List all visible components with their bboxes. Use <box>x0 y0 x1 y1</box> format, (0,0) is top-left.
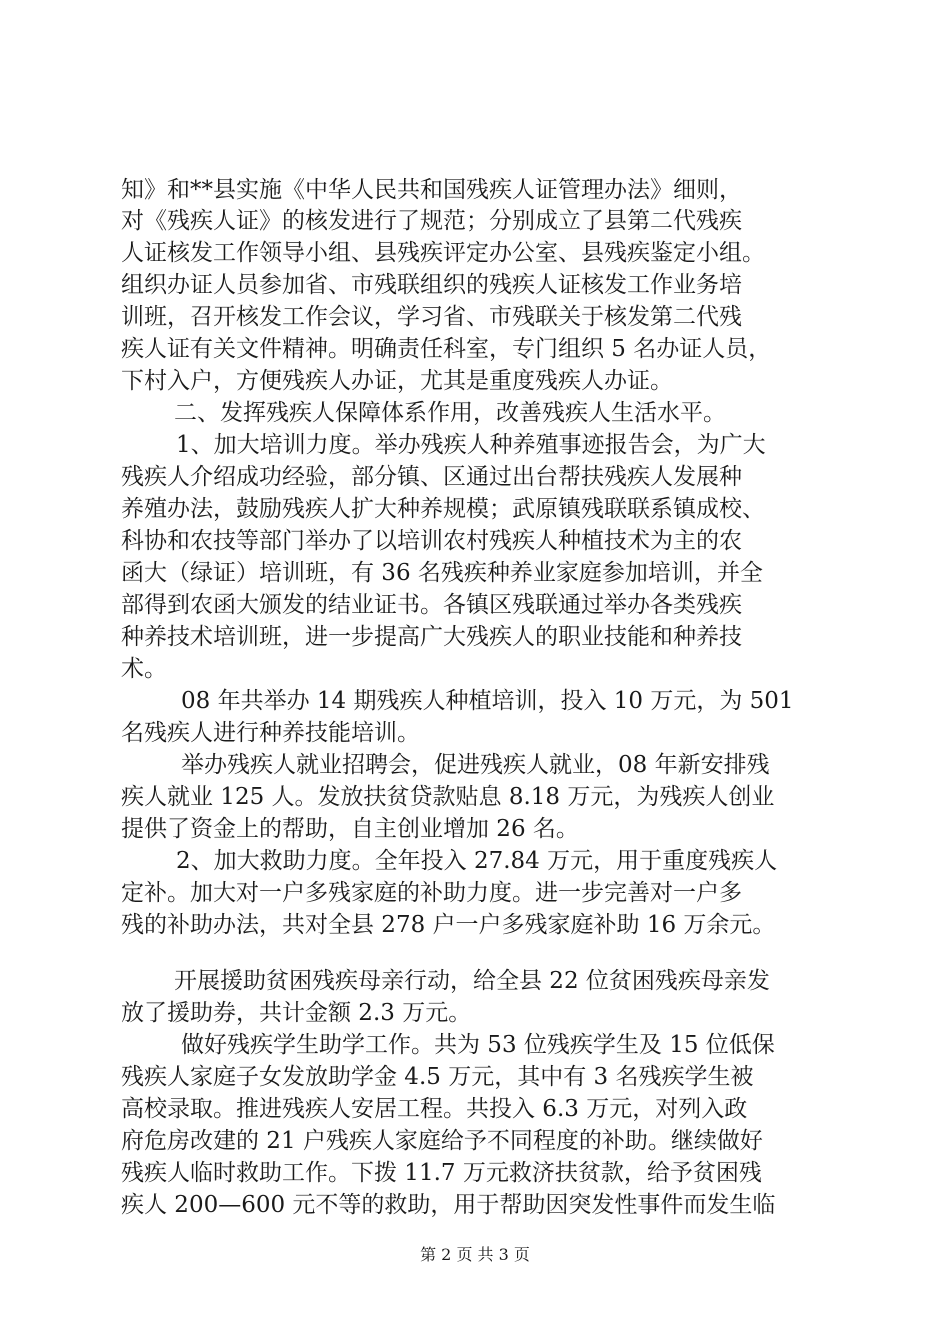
text-line: 开展援助贫困残疾母亲行动，给全县 22 位贫困残疾母亲发 <box>174 968 770 994</box>
section-heading: 二、发挥残疾人保障体系作用，改善残疾人生活水平。 <box>174 400 726 426</box>
text-line: 疾人证有关文件精神。明确责任科室，专门组织 5 名办证人员， <box>121 336 772 362</box>
text-line: 部得到农函大颁发的结业证书。各镇区残联通过举办各类残疾 <box>121 592 742 618</box>
text-line: 知》和**县实施《中华人民共和国残疾人证管理办法》细则， <box>121 177 742 203</box>
text-line: 养殖办法，鼓励残疾人扩大种养规模；武原镇残联联系镇成校、 <box>121 496 765 522</box>
page-number: 第 2 页 共 3 页 <box>420 1245 530 1264</box>
text-line: 疾人 200—600 元不等的救助，用于帮助因突发性事件而发生临 <box>121 1192 776 1218</box>
page-footer <box>0 1245 950 1265</box>
text-line: 提供了资金上的帮助，自主创业增加 26 名。 <box>121 816 579 842</box>
text-line: 函大（绿证）培训班，有 36 名残疾种养业家庭参加培训，并全 <box>121 560 763 586</box>
text-line: 残疾人家庭子女发放助学金 4.5 万元，其中有 3 名残疾学生被 <box>121 1064 754 1090</box>
text-line: 训班，召开核发工作会议，学习省、市残联关于核发第二代残 <box>121 304 742 330</box>
text-line: 疾人就业 125 人。发放扶贫贷款贴息 8.18 万元，为残疾人创业 <box>121 784 775 810</box>
text-line: 府危房改建的 21 户残疾人家庭给予不同程度的补助。继续做好 <box>121 1128 763 1154</box>
text-line: 人证核发工作领导小组、县残疾评定办公室、县残疾鉴定小组。 <box>121 240 765 266</box>
text-line: 组织办证人员参加省、市残联组织的残疾人证核发工作业务培 <box>121 272 742 298</box>
text-line: 放了援助券，共计金额 2.3 万元。 <box>121 1000 472 1026</box>
text-line: 举办残疾人就业招聘会，促进残疾人就业，08 年新安排残 <box>181 752 770 778</box>
text-line: 科协和农技等部门举办了以培训农村残疾人种植技术为主的农 <box>121 528 742 554</box>
text-line: 术。 <box>121 656 167 682</box>
text-line: 高校录取。推进残疾人安居工程。共投入 6.3 万元，对列入政 <box>121 1096 748 1122</box>
text-line: 2、加大救助力度。全年投入 27.84 万元，用于重度残疾人 <box>176 848 778 874</box>
text-line: 做好残疾学生助学工作。共为 53 位残疾学生及 15 位低保 <box>181 1032 775 1058</box>
text-line: 下村入户，方便残疾人办证，尤其是重度残疾人办证。 <box>121 368 673 394</box>
text-line: 种养技术培训班，进一步提高广大残疾人的职业技能和种养技 <box>121 624 742 650</box>
text-line: 定补。加大对一户多残家庭的补助力度。进一步完善对一户多 <box>121 880 742 906</box>
text-line: 名残疾人进行种养技能培训。 <box>121 720 420 746</box>
text-line: 残的补助办法，共对全县 278 户一户多残家庭补助 16 万余元。 <box>121 912 776 938</box>
text-line: 1、加大培训力度。举办残疾人种养殖事迹报告会，为广大 <box>176 432 766 458</box>
text-line: 残疾人临时救助工作。下拨 11.7 万元救济扶贫款，给予贫困残 <box>121 1160 762 1186</box>
text-line: 08 年共举办 14 期残疾人种植培训，投入 10 万元，为 501 <box>181 688 794 714</box>
text-line: 对《残疾人证》的核发进行了规范；分别成立了县第二代残疾 <box>121 208 742 234</box>
text-line: 残疾人介绍成功经验，部分镇、区通过出台帮扶残疾人发展种 <box>121 464 742 490</box>
